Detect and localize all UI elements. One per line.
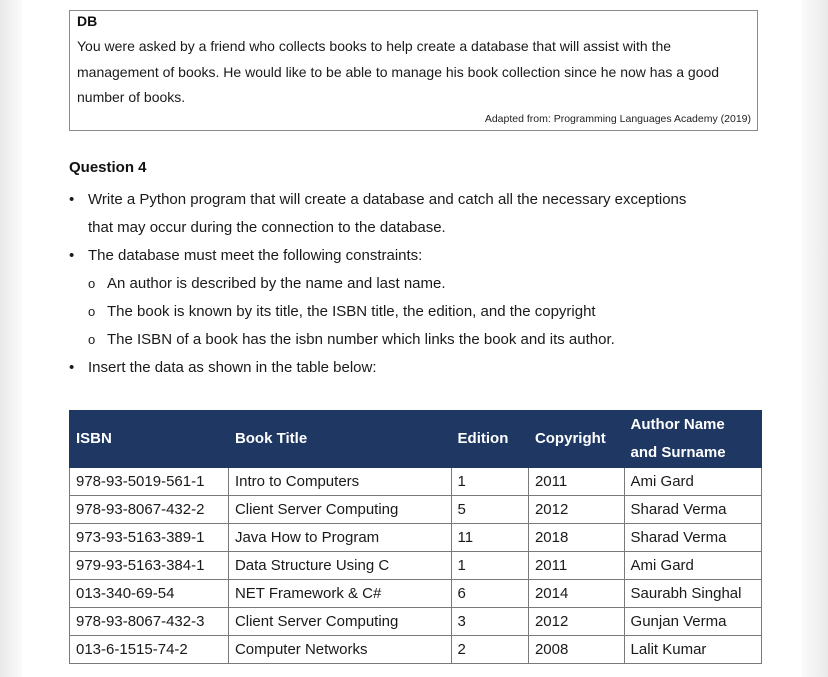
- header-author-line: and Surname: [630, 444, 726, 461]
- cell-book-title: Computer Networks: [228, 636, 451, 664]
- cell-copyright: 2011: [528, 468, 624, 496]
- cell-isbn: 978-93-5019-561-1: [70, 468, 229, 496]
- db-paragraph-line: number of books.: [77, 89, 186, 105]
- bullet-marker: •: [69, 191, 75, 208]
- cell-author: Sharad Verma: [624, 524, 761, 552]
- bullet-text-line: that may occur during the connection to the database.: [88, 219, 446, 236]
- question-heading: Question 4: [69, 159, 147, 176]
- cell-isbn: 973-93-5163-389-1: [70, 524, 229, 552]
- cell-book-title: Client Server Computing: [228, 608, 451, 636]
- table-row: [70, 580, 762, 608]
- cell-copyright: 2014: [528, 580, 624, 608]
- header-copyright: Copyright: [528, 411, 624, 468]
- db-paragraph: [77, 34, 753, 111]
- db-paragraph-line: management of books. He would like to be able to manage his book collection since he now has a good: [77, 63, 720, 80]
- db-title: DB: [77, 13, 98, 29]
- cell-author: Sharad Verma: [624, 496, 761, 524]
- cell-isbn: 978-93-8067-432-3: [70, 608, 229, 636]
- cell-edition: 1: [451, 468, 528, 496]
- bullet-text-line: Write a Python program that will create a database and catch all the necessary exceptions: [88, 191, 687, 208]
- bullet-marker: •: [69, 247, 75, 264]
- sub-bullet-marker: o: [88, 276, 96, 291]
- table-row: [70, 524, 762, 552]
- header-isbn: ISBN: [70, 411, 229, 468]
- bullet-text-line: Insert the data as shown in the table below:: [88, 359, 377, 376]
- cell-book-title: Client Server Computing: [228, 496, 451, 524]
- table-row: [70, 468, 762, 496]
- right-frame-shadow: [802, 0, 828, 677]
- cell-edition: 1: [451, 552, 528, 580]
- cell-copyright: 2008: [528, 636, 624, 664]
- header-author: [624, 411, 761, 468]
- cell-author: Ami Gard: [624, 468, 761, 496]
- cell-book-title: Data Structure Using C: [228, 552, 451, 580]
- cell-book-title: NET Framework & C#: [228, 580, 451, 608]
- db-paragraph-line: You were asked by a friend who collects books to help create a database that will assist with the: [77, 38, 672, 54]
- cell-author: Gunjan Verma: [624, 608, 761, 636]
- cell-copyright: 2018: [528, 524, 624, 552]
- db-scenario-box: [69, 10, 758, 131]
- books-table: [69, 410, 762, 664]
- cell-edition: 6: [451, 580, 528, 608]
- cell-author: Lalit Kumar: [624, 636, 761, 664]
- table-row: [70, 552, 762, 580]
- cell-edition: 2: [451, 636, 528, 664]
- cell-copyright: 2012: [528, 496, 624, 524]
- cell-isbn: 013-340-69-54: [70, 580, 229, 608]
- cell-isbn: 013-6-1515-74-2: [70, 636, 229, 664]
- cell-copyright: 2011: [528, 552, 624, 580]
- sub-bullet-marker: o: [88, 332, 96, 347]
- header-book-title: Book Title: [228, 411, 451, 468]
- left-frame-shadow: [0, 0, 22, 677]
- cell-book-title: Intro to Computers: [228, 468, 451, 496]
- sub-bullet-marker: o: [88, 304, 96, 319]
- sub-bullet-text: The book is known by its title, the ISBN title, the edition, and the copyright: [107, 303, 596, 320]
- header-edition: Edition: [451, 411, 528, 468]
- cell-edition: 3: [451, 608, 528, 636]
- cell-edition: 11: [451, 524, 528, 552]
- cell-book-title: Java How to Program: [228, 524, 451, 552]
- cell-copyright: 2012: [528, 608, 624, 636]
- table-header-row: [70, 411, 762, 468]
- table-row: [70, 608, 762, 636]
- cell-edition: 5: [451, 496, 528, 524]
- sub-bullet-text: An author is described by the name and last name.: [107, 275, 446, 292]
- table-row: [70, 636, 762, 664]
- cell-author: Ami Gard: [624, 552, 761, 580]
- bullet-text-line: The database must meet the following constraints:: [88, 247, 423, 264]
- db-source-citation: Adapted from: Programming Languages Academy (2019): [484, 113, 751, 125]
- sub-bullet-text: The ISBN of a book has the isbn number which links the book and its author.: [107, 331, 615, 348]
- cell-author: Saurabh Singhal: [624, 580, 761, 608]
- table-row: [70, 496, 762, 524]
- cell-isbn: 978-93-8067-432-2: [70, 496, 229, 524]
- bullet-marker: •: [69, 359, 75, 376]
- cell-isbn: 979-93-5163-384-1: [70, 552, 229, 580]
- header-author-line: Author Name: [630, 416, 725, 433]
- bullet-text: [88, 186, 748, 242]
